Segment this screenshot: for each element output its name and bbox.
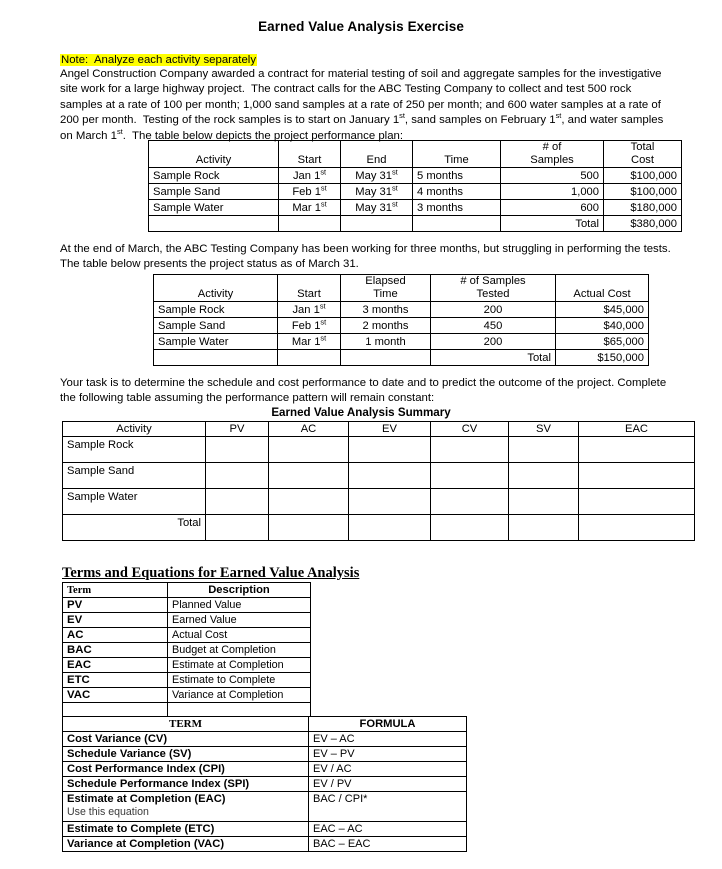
cell-activity: Sample Sand [149,184,279,200]
table-header-row [154,275,649,302]
cell-ac[interactable] [269,463,349,489]
total-cv[interactable] [431,515,509,541]
col-term: TERM [63,717,309,732]
cell-term: VAC [63,688,168,703]
cell-description: Planned Value [168,598,311,613]
task-paragraph: Your task is to determine the schedule and cost performance to date and to predict the outcome of the project. Complete the following table assuming the performance pattern will remain constant: [60,377,667,405]
cell-activity: Sample Rock [63,437,206,463]
cell-end: May 31st [341,168,413,184]
cell-cv[interactable] [431,437,509,463]
col-activity: Activity [63,422,206,437]
cell-empty [154,350,278,366]
note-line [60,54,257,67]
col-start: Start [279,141,341,168]
total-label: Total [431,350,556,366]
cell-empty [341,216,413,232]
col-cv: CV [431,422,509,437]
table-row [63,747,467,762]
col-sv: SV [509,422,579,437]
cell-empty [278,350,341,366]
cell-formula: EAC – AC [309,822,467,837]
col-end: End [341,141,413,168]
table-row [154,302,649,318]
cell-empty [63,703,168,717]
table-row [63,792,467,822]
col-samples-tested: # of Samples Tested [431,275,556,302]
table-row [63,822,467,837]
table-row [63,673,311,688]
cell-start: Jan 1st [278,302,341,318]
total-sv[interactable] [509,515,579,541]
intro-paragraph: Angel Construction Company awarded a contract for material testing of soil and aggregate samples for the investigative site work for a large highway project. The contract calls for the ABC Testing Company to collect and test 500 rock samples at a rate of 100 per month; 1,000 sand samples at a rate of 250 per month; and 600 water samples at a rate of 200 per month. Testing of the rock samples is to start on January 1st, sand samples on February 1st, and water samples on March 1st. The table below depicts the project performance plan: [60,68,664,142]
cell-sv[interactable] [509,489,579,515]
cell-empty [413,216,501,232]
eva-summary-caption: Earned Value Analysis Summary [271,406,451,419]
total-label: Total [501,216,604,232]
cell-tested: 200 [431,334,556,350]
total-cost: $150,000 [556,350,649,366]
table-header-row [63,422,695,437]
table-row [63,613,311,628]
cell-term: Schedule Variance (SV) [63,747,309,762]
table-row [63,489,695,515]
cell-sv[interactable] [509,437,579,463]
cell-cost: $180,000 [604,200,682,216]
total-eac[interactable] [579,515,695,541]
cell-activity: Sample Water [63,489,206,515]
cell-description: Variance at Completion [168,688,311,703]
col-elapsed-time: Elapsed Time [341,275,431,302]
table-row [63,437,695,463]
project-status-table [153,274,649,366]
cell-ev[interactable] [349,463,431,489]
cell-start: Mar 1st [279,200,341,216]
col-start: Start [278,275,341,302]
page-title: Earned Value Analysis Exercise [258,19,464,34]
cell-term: Variance at Completion (VAC) [63,837,309,852]
cell-activity: Sample Rock [149,168,279,184]
cell-time: 4 months [413,184,501,200]
cell-empty [279,216,341,232]
cell-ac[interactable] [269,489,349,515]
cell-cost: $100,000 [604,184,682,200]
cell-term: Cost Performance Index (CPI) [63,762,309,777]
table-row [63,628,311,643]
table-total-row [63,515,695,541]
terms-definitions-table [62,582,311,717]
table-row [154,318,649,334]
cell-activity: Sample Sand [154,318,278,334]
status-paragraph: At the end of March, the ABC Testing Company has been working for three months, but struggling in performing the tests. The table below presents the project status as of March 31. [60,243,671,271]
table-header-row [63,583,311,598]
total-ev[interactable] [349,515,431,541]
cell-empty [149,216,279,232]
performance-plan-table [148,140,682,232]
cell-term: PV [63,598,168,613]
table-row [149,168,682,184]
col-num-samples: # of Samples [501,141,604,168]
cell-actual-cost: $65,000 [556,334,649,350]
total-cost: $380,000 [604,216,682,232]
note-highlight [60,54,257,66]
col-activity: Activity [149,141,279,168]
cell-actual-cost: $40,000 [556,318,649,334]
note-text: Analyze each activity separately [93,54,257,66]
table-row [149,200,682,216]
cell-formula: EV – AC [309,732,467,747]
cell-activity: Sample Sand [63,463,206,489]
col-activity: Activity [154,275,278,302]
cell-sv[interactable] [509,463,579,489]
cell-time: 5 months [413,168,501,184]
cell-cv[interactable] [431,489,509,515]
cell-term: ETC [63,673,168,688]
col-time: Time [413,141,501,168]
cell-start: Mar 1st [278,334,341,350]
cell-term: AC [63,628,168,643]
cell-pv[interactable] [206,489,269,515]
cell-cv[interactable] [431,463,509,489]
cell-formula: EV / AC [309,762,467,777]
cell-end: May 31st [341,184,413,200]
cell-tested: 200 [431,302,556,318]
col-formula: FORMULA [309,717,467,732]
formula-reference-table [62,716,467,852]
cell-term: EV [63,613,168,628]
cell-term: Estimate to Complete (ETC) [63,822,309,837]
cell-term: Schedule Performance Index (SPI) [63,777,309,792]
col-total-cost: Total Cost [604,141,682,168]
col-actual-cost: Actual Cost [556,275,649,302]
cell-description: Actual Cost [168,628,311,643]
total-pv[interactable] [206,515,269,541]
cell-formula: EV – PV [309,747,467,762]
cell-activity: Sample Water [154,334,278,350]
cell-description: Estimate at Completion [168,658,311,673]
cell-start: Feb 1st [279,184,341,200]
table-row [63,762,467,777]
eva-summary-table [62,421,695,541]
cell-end: May 31st [341,200,413,216]
table-row [154,334,649,350]
table-row [63,837,467,852]
cell-description: Estimate to Complete [168,673,311,688]
cell-cost: $100,000 [604,168,682,184]
table-row [63,688,311,703]
cell-actual-cost: $45,000 [556,302,649,318]
table-blank-row [63,703,311,717]
cell-term: BAC [63,643,168,658]
total-label: Total [63,515,206,541]
table-row [63,463,695,489]
cell-description: Earned Value [168,613,311,628]
cell-elapsed: 3 months [341,302,431,318]
terms-section-heading: Terms and Equations for Earned Value Analysis [62,565,360,581]
table-row [63,658,311,673]
eac-term-label: Estimate at Completion (EAC) [67,793,226,805]
cell-pv[interactable] [206,437,269,463]
cell-elapsed: 2 months [341,318,431,334]
cell-activity: Sample Water [149,200,279,216]
cell-samples: 500 [501,168,604,184]
cell-formula: BAC – EAC [309,837,467,852]
table-row [63,598,311,613]
cell-term: Cost Variance (CV) [63,732,309,747]
cell-ev[interactable] [349,489,431,515]
cell-term: EAC [63,658,168,673]
cell-eac[interactable] [579,437,695,463]
col-eac: EAC [579,422,695,437]
cell-ev[interactable] [349,437,431,463]
total-ac[interactable] [269,515,349,541]
cell-description: Budget at Completion [168,643,311,658]
cell-empty [168,703,311,717]
table-header-row [63,717,467,732]
table-header-row [149,141,682,168]
col-pv: PV [206,422,269,437]
col-ev: EV [349,422,431,437]
table-total-row [149,216,682,232]
table-row [63,732,467,747]
cell-tested: 450 [431,318,556,334]
table-row [63,643,311,658]
col-term: Term [63,583,168,598]
cell-empty [341,350,431,366]
note-label: Note: [61,54,89,66]
cell-start: Feb 1st [278,318,341,334]
cell-pv[interactable] [206,463,269,489]
cell-start: Jan 1st [279,168,341,184]
col-description: Description [168,583,311,598]
cell-term-eac [63,792,309,822]
col-ac: AC [269,422,349,437]
cell-activity: Sample Rock [154,302,278,318]
cell-eac[interactable] [579,489,695,515]
cell-samples: 600 [501,200,604,216]
table-row [149,184,682,200]
table-row [63,777,467,792]
cell-eac[interactable] [579,463,695,489]
cell-samples: 1,000 [501,184,604,200]
eac-term-note: Use this equation [67,806,149,818]
cell-elapsed: 1 month [341,334,431,350]
cell-ac[interactable] [269,437,349,463]
table-total-row [154,350,649,366]
cell-formula: EV / PV [309,777,467,792]
cell-formula: BAC / CPI* [309,792,467,822]
cell-time: 3 months [413,200,501,216]
